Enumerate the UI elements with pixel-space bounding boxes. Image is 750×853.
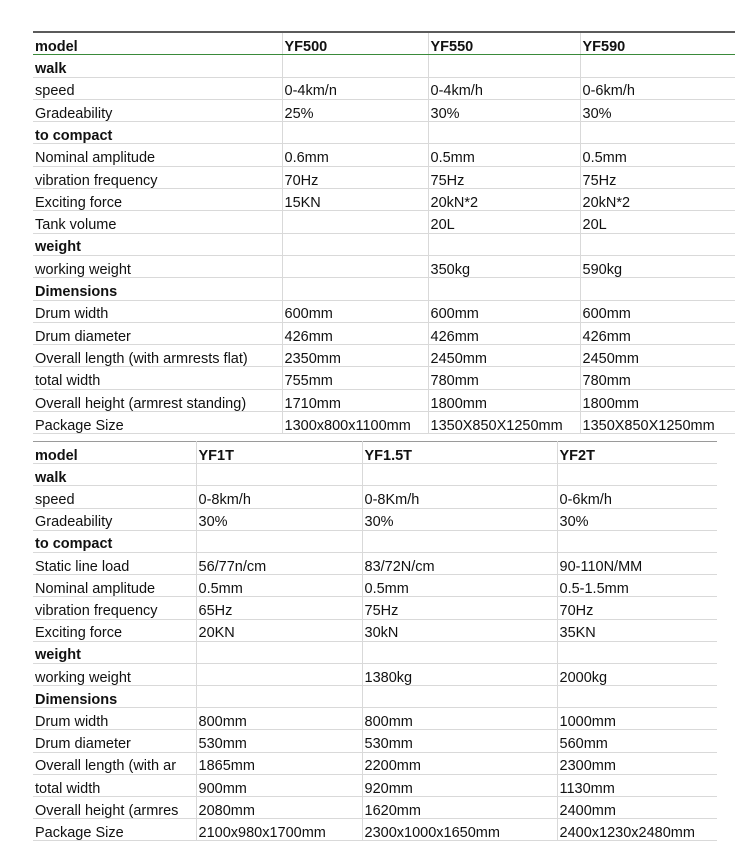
cell-value: 30% [557,508,717,530]
row-label: Gradeability [33,99,282,121]
table-row [33,774,717,796]
table-row [33,730,717,752]
table-row [33,211,735,233]
cell-value: 920mm [362,774,557,796]
cell-value: 25% [282,99,428,121]
cell-value [428,122,580,144]
cell-value: 75Hz [362,597,557,619]
table-row [33,819,717,841]
section-label: Dimensions [33,278,282,300]
cell-value: 1350X850X1250mm [580,412,735,434]
row-label: total width [33,774,196,796]
header-row [33,442,717,464]
header-model: model [33,442,196,464]
cell-value: 2300x1000x1650mm [362,819,557,841]
section-row [33,278,735,300]
table-row [33,575,717,597]
cell-value [557,686,717,708]
cell-value: 20L [580,211,735,233]
cell-value [196,530,362,552]
cell-value: 35KN [557,619,717,641]
cell-value: 1380kg [362,663,557,685]
cell-value: 2000kg [557,663,717,685]
cell-value: 350kg [428,255,580,277]
cell-value: 1800mm [428,389,580,411]
cell-value: 426mm [282,322,428,344]
cell-value [282,211,428,233]
cell-value [282,122,428,144]
cell-value [580,55,735,77]
section-row [33,641,717,663]
row-label: Package Size [33,819,196,841]
table-row [33,189,735,211]
table-row [33,166,735,188]
cell-value: 0.5-1.5mm [557,575,717,597]
table-row [33,412,735,434]
cell-value: 426mm [428,322,580,344]
cell-value: 0.6mm [282,144,428,166]
table-row [33,300,735,322]
cell-value: 900mm [196,774,362,796]
cell-value: 0-4km/h [428,77,580,99]
row-label: speed [33,486,196,508]
cell-value: 530mm [362,730,557,752]
cell-value: 1800mm [580,389,735,411]
cell-value [428,278,580,300]
cell-value: 1865mm [196,752,362,774]
cell-value: 590kg [580,255,735,277]
cell-value [282,255,428,277]
row-label: total width [33,367,282,389]
section-label: to compact [33,530,196,552]
cell-value: 2350mm [282,345,428,367]
row-label: Nominal amplitude [33,144,282,166]
cell-value: 600mm [282,300,428,322]
cell-value: 20kN*2 [428,189,580,211]
spec-table-yf500-yf590 [33,31,735,434]
row-label: Drum diameter [33,730,196,752]
cell-value: 1350X850X1250mm [428,412,580,434]
cell-value: 2450mm [428,345,580,367]
row-label: Exciting force [33,619,196,641]
cell-value: 0-8km/h [196,486,362,508]
cell-value: 20L [428,211,580,233]
cell-value [196,686,362,708]
cell-value: 1620mm [362,797,557,819]
cell-value [428,55,580,77]
row-label: Drum diameter [33,322,282,344]
section-row [33,55,735,77]
row-label: Overall length (with armrests flat) [33,345,282,367]
section-label: weight [33,641,196,663]
row-label: working weight [33,663,196,685]
table-row [33,77,735,99]
cell-value: 530mm [196,730,362,752]
cell-value [557,641,717,663]
section-label: weight [33,233,282,255]
cell-value: 2300mm [557,752,717,774]
cell-value: 2400x1230x2480mm [557,819,717,841]
cell-value [557,530,717,552]
table-row [33,345,735,367]
cell-value [282,278,428,300]
cell-value: 800mm [196,708,362,730]
row-label: speed [33,77,282,99]
header-model: model [33,32,282,55]
table-row [33,708,717,730]
section-label: walk [33,464,196,486]
cell-value: 1300x800x1100mm [282,412,428,434]
cell-value: 426mm [580,322,735,344]
row-label: Drum width [33,708,196,730]
section-label: to compact [33,122,282,144]
table-row [33,619,717,641]
row-label: Package Size [33,412,282,434]
cell-value: 800mm [362,708,557,730]
section-label: walk [33,55,282,77]
cell-value [362,641,557,663]
cell-value: 1130mm [557,774,717,796]
cell-value: 1000mm [557,708,717,730]
cell-value: 30kN [362,619,557,641]
table-row [33,752,717,774]
table-row [33,508,717,530]
cell-value: 2100x980x1700mm [196,819,362,841]
table-row [33,597,717,619]
row-label: Overall height (armrest standing) [33,389,282,411]
section-row [33,464,717,486]
table-row [33,255,735,277]
spec-table-yf1t-yf2t [33,441,717,841]
cell-value [428,233,580,255]
cell-value: 780mm [428,367,580,389]
table-row [33,99,735,121]
header-model-2: YF550 [428,32,580,55]
cell-value: 56/77n/cm [196,552,362,574]
row-label: Drum width [33,300,282,322]
cell-value: 0-6km/h [557,486,717,508]
row-label: Exciting force [33,189,282,211]
section-row [33,122,735,144]
row-label: vibration frequency [33,597,196,619]
cell-value: 0-8Km/h [362,486,557,508]
section-row [33,530,717,552]
cell-value [362,464,557,486]
cell-value: 30% [196,508,362,530]
header-model-2: YF1.5T [362,442,557,464]
table-row [33,389,735,411]
cell-value: 65Hz [196,597,362,619]
cell-value [557,464,717,486]
table-row [33,322,735,344]
cell-value: 600mm [428,300,580,322]
cell-value: 2400mm [557,797,717,819]
cell-value: 2080mm [196,797,362,819]
cell-value: 30% [428,99,580,121]
cell-value: 30% [362,508,557,530]
cell-value: 0-6km/h [580,77,735,99]
header-model-3: YF2T [557,442,717,464]
cell-value: 83/72N/cm [362,552,557,574]
header-model-3: YF590 [580,32,735,55]
cell-value: 20KN [196,619,362,641]
cell-value: 20kN*2 [580,189,735,211]
cell-value [362,686,557,708]
section-row [33,686,717,708]
cell-value: 70Hz [282,166,428,188]
cell-value: 2450mm [580,345,735,367]
header-model-1: YF500 [282,32,428,55]
table-row [33,663,717,685]
row-label: Nominal amplitude [33,575,196,597]
cell-value: 15KN [282,189,428,211]
row-label: working weight [33,255,282,277]
cell-value: 0.5mm [580,144,735,166]
row-label: Static line load [33,552,196,574]
cell-value: 70Hz [557,597,717,619]
section-row [33,233,735,255]
cell-value: 755mm [282,367,428,389]
cell-value [282,55,428,77]
row-label: Overall height (armres [33,797,196,819]
table-row [33,144,735,166]
table-row [33,367,735,389]
table-row [33,797,717,819]
row-label: Gradeability [33,508,196,530]
table-row [33,552,717,574]
cell-value [196,641,362,663]
header-model-1: YF1T [196,442,362,464]
cell-value: 780mm [580,367,735,389]
cell-value: 1710mm [282,389,428,411]
cell-value [362,530,557,552]
cell-value [196,663,362,685]
cell-value: 30% [580,99,735,121]
header-row [33,32,735,55]
cell-value [580,278,735,300]
cell-value [580,233,735,255]
cell-value: 2200mm [362,752,557,774]
table-row [33,486,717,508]
cell-value: 90-110N/MM [557,552,717,574]
cell-value: 0.5mm [428,144,580,166]
cell-value: 560mm [557,730,717,752]
row-label: Overall length (with ar [33,752,196,774]
cell-value: 0.5mm [196,575,362,597]
cell-value: 75Hz [580,166,735,188]
cell-value [282,233,428,255]
cell-value: 0-4km/n [282,77,428,99]
row-label: vibration frequency [33,166,282,188]
cell-value [196,464,362,486]
cell-value: 600mm [580,300,735,322]
row-label: Tank volume [33,211,282,233]
cell-value: 0.5mm [362,575,557,597]
cell-value: 75Hz [428,166,580,188]
cell-value [580,122,735,144]
section-label: Dimensions [33,686,196,708]
